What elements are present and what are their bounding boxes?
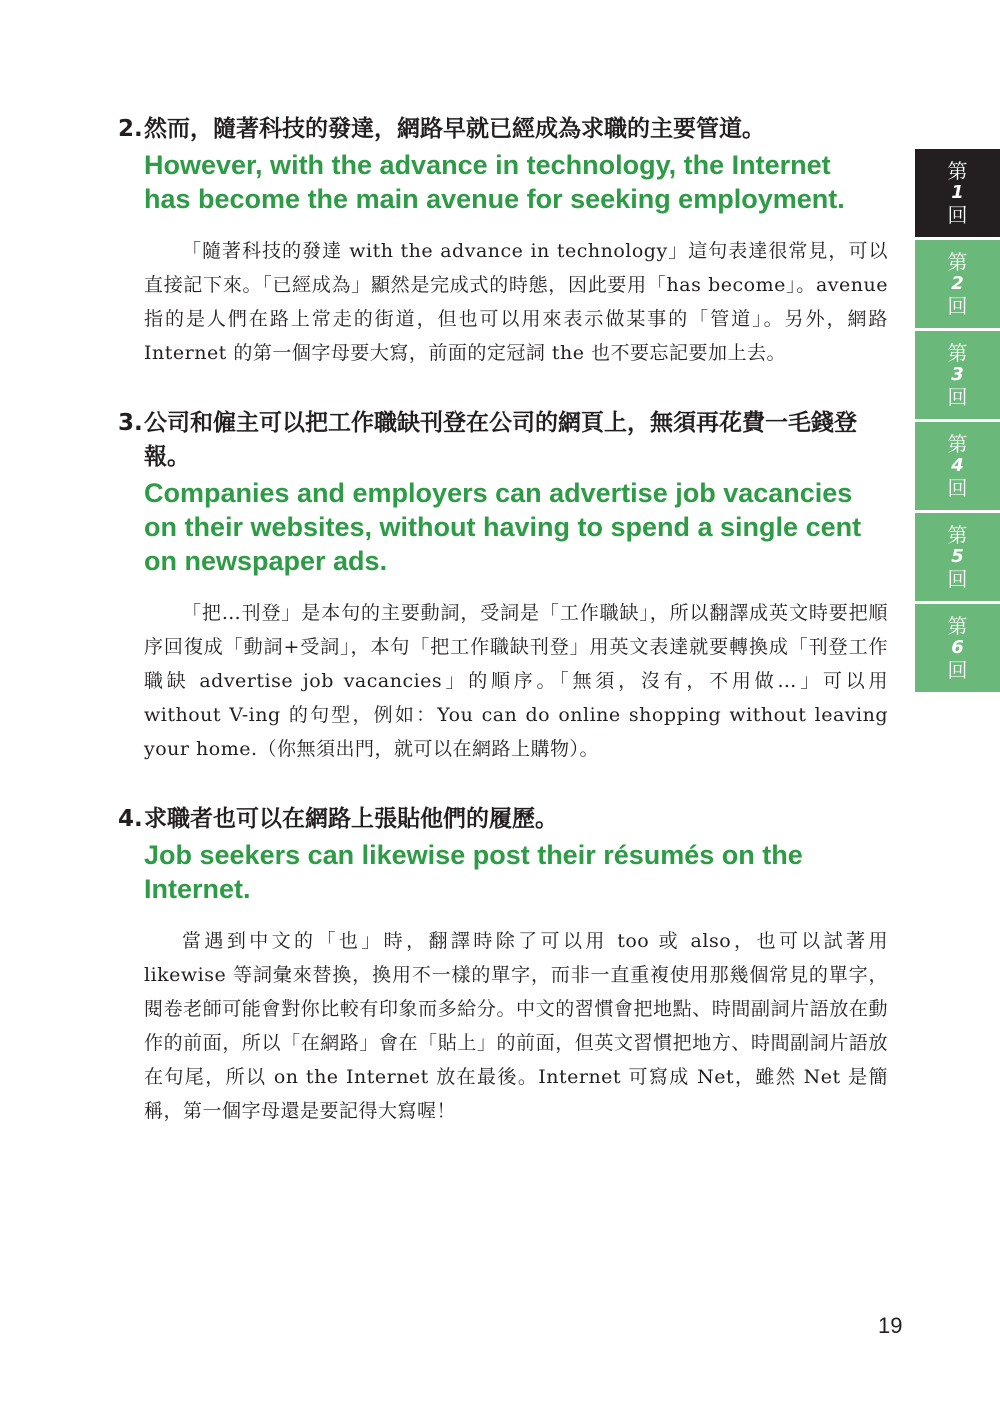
chapter-tab-1[interactable] — [915, 149, 1000, 237]
page-number: 19 — [878, 1313, 903, 1338]
chinese-prompt — [118, 802, 888, 836]
explanation-paragraph: 「隨著科技的發達 with the advance in technology」這句表達很常見，可以直接記下來。「已經成為」顯然是完成式的時態，因此要用「has become」。avenue 指的是人們在路上常走的街道，但也可以用來表示做某事的「管道」。另外，網路 Internet 的第一個字母要大寫，前面的定冠詞 the 也不要忘記要加上去。 — [144, 240, 888, 364]
tab-number: 2 — [951, 273, 964, 294]
chapter-tab-6[interactable] — [915, 604, 1000, 692]
tab-label-bottom: 回 — [947, 203, 968, 227]
tab-number: 6 — [951, 637, 964, 658]
chinese-prompt — [118, 112, 888, 146]
tab-label-top: 第 — [947, 432, 968, 456]
chapter-tab-3[interactable] — [915, 331, 1000, 419]
english-translation: Job seekers can likewise post their résumés on the Internet. — [144, 840, 803, 904]
tab-label-bottom: 回 — [947, 294, 968, 318]
tab-label-top: 第 — [947, 250, 968, 274]
english-translation: Companies and employers can advertise job vacancies on their websites, without having to spend a single cent on newspaper ads. — [144, 478, 862, 576]
tab-number: 3 — [951, 364, 964, 385]
chinese-sentence: 公司和僱主可以把工作職缺刊登在公司的網頁上，無須再花費一毛錢登報。 — [144, 410, 857, 470]
chinese-sentence: 然而，隨著科技的發達，網路早就已經成為求職的主要管道。 — [144, 116, 765, 142]
sentence-item-4 — [118, 802, 888, 1128]
tab-label-bottom: 回 — [947, 567, 968, 591]
sentence-item-2 — [118, 112, 888, 370]
explanation-paragraph: 「把…刊登」是本句的主要動詞，受詞是「工作職缺」，所以翻譯成英文時要把順序回復成「動詞+受詞」，本句「把工作職缺刊登」用英文表達就要轉換成「刊登工作職缺 advertise job vacancies」的順序。「無須，沒有，不用做…」可以用 without V-ing 的句型，例如：You can do online shopping without leaving your home.（你無須出門，就可以在網路上購物）。 — [144, 602, 888, 760]
chinese-sentence: 求職者也可以在網路上張貼他們的履歷。 — [144, 806, 558, 832]
chapter-tab-4[interactable] — [915, 422, 1000, 510]
tab-label-top: 第 — [947, 159, 968, 183]
tab-label-bottom: 回 — [947, 385, 968, 409]
tab-label-top: 第 — [947, 614, 968, 638]
item-number: 2. — [118, 116, 143, 142]
tab-label-top: 第 — [947, 341, 968, 365]
tab-number: 1 — [951, 182, 964, 203]
tab-number: 5 — [951, 546, 964, 567]
tab-label-bottom: 回 — [947, 658, 968, 682]
tab-label-bottom: 回 — [947, 476, 968, 500]
tab-number: 4 — [951, 455, 964, 476]
explanation-paragraph: 當遇到中文的「也」時，翻譯時除了可以用 too 或 also，也可以試著用 likewise 等詞彙來替換，換用不一樣的單字，而非一直重複使用那幾個常見的單字，閱卷老師可能會對你比較有印象而多給分。中文的習慣會把地點、時間副詞片語放在動作的前面，所以「在網路」會在「貼上」的前面，但英文習慣把地方、時間副詞片語放在句尾，所以 on the Internet 放在最後。Internet 可寫成 Net，雖然 Net 是簡稱，第一個字母還是要記得大寫喔！ — [144, 930, 888, 1122]
chinese-prompt — [118, 406, 888, 474]
sentence-item-3 — [118, 406, 888, 766]
chapter-tab-2[interactable] — [915, 240, 1000, 328]
chapter-tabs — [915, 149, 1000, 695]
page-content — [118, 112, 888, 1164]
english-translation: However, with the advance in technology, the Internet has become the main avenue for seeking employment. — [144, 150, 845, 214]
item-number: 3. — [118, 410, 143, 436]
tab-label-top: 第 — [947, 523, 968, 547]
item-number: 4. — [118, 806, 143, 832]
chapter-tab-5[interactable] — [915, 513, 1000, 601]
